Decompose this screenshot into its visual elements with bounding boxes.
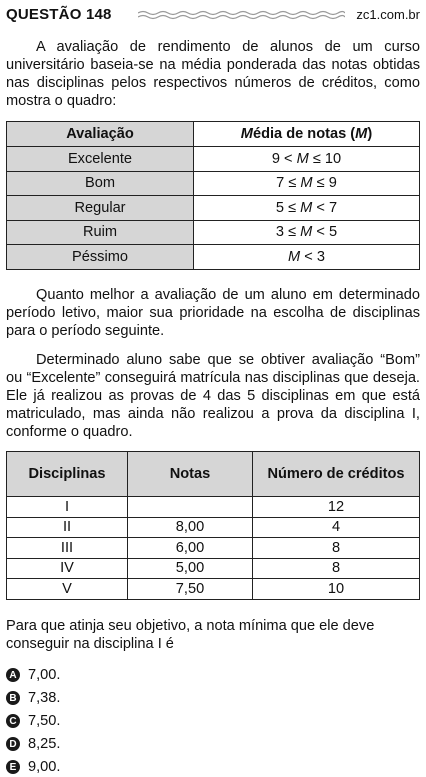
subjects-table	[6, 451, 420, 600]
table-cell: 3 ≤ M < 5	[194, 220, 420, 245]
table-header-row	[7, 452, 420, 497]
option-letter-badge: B	[6, 691, 20, 705]
option-letter-badge: A	[6, 668, 20, 682]
table-cell: M < 3	[194, 245, 420, 270]
option-c[interactable]	[6, 712, 60, 730]
table-cell: 8	[253, 558, 420, 579]
decorative-wave	[138, 10, 345, 20]
option-letter-badge: E	[6, 760, 20, 774]
option-b[interactable]	[6, 689, 60, 707]
table-cell: V	[7, 579, 128, 600]
option-letter-badge: C	[6, 714, 20, 728]
option-a[interactable]	[6, 666, 60, 684]
option-letter-badge: D	[6, 737, 20, 751]
column-header: Avaliação	[7, 122, 194, 147]
question-text: Para que atinja seu objetivo, a nota mínima que ele deve conseguir na disciplina I é	[6, 618, 375, 652]
column-header: Notas	[128, 452, 253, 497]
table-row	[7, 538, 420, 559]
table-cell: 8,00	[128, 517, 253, 538]
table-header-row	[7, 122, 420, 147]
table-row	[7, 497, 420, 518]
column-header: Número de créditos	[253, 452, 420, 497]
table-cell: 8	[253, 538, 420, 559]
table-row	[7, 147, 420, 172]
option-text: 7,00.	[28, 667, 61, 683]
paragraph-priority: Quanto melhor a avaliação de um aluno em determinado período letivo, maior sua prioridade na escolha de disciplinas para o período seguinte.	[6, 287, 420, 339]
table-cell: 4	[253, 517, 420, 538]
table-row	[7, 517, 420, 538]
grades-table	[6, 121, 420, 270]
option-text: 7,38.	[28, 690, 61, 706]
table-row	[7, 579, 420, 600]
question-header	[6, 4, 420, 26]
question-number: QUESTÃO 148	[6, 6, 112, 23]
table-cell: 6,00	[128, 538, 253, 559]
option-e[interactable]	[6, 758, 60, 776]
table-cell: Excelente	[7, 147, 194, 172]
paragraph-student: Determinado aluno sabe que se obtiver avaliação “Bom” ou “Excelente” conseguirá matrícula nas disciplinas que deseja. Ele já realizou as provas de 4 das 5 disciplinas em que está matriculado, mas ainda não realizou a prova da disciplina I, conforme o quadro.	[6, 352, 420, 440]
option-text: 9,00.	[28, 759, 61, 775]
table-row	[7, 245, 420, 270]
option-text: 7,50.	[28, 713, 61, 729]
table-cell: Regular	[7, 196, 194, 221]
site-url: zc1.com.br	[356, 7, 420, 22]
option-d[interactable]	[6, 735, 60, 753]
table-cell: 10	[253, 579, 420, 600]
table-row	[7, 196, 420, 221]
table-cell: Bom	[7, 171, 194, 196]
table-cell	[128, 497, 253, 518]
column-header: Média de notas (M)	[194, 122, 420, 147]
table-cell: 7,50	[128, 579, 253, 600]
table-cell: IV	[7, 558, 128, 579]
intro-paragraph: A avaliação de rendimento de alunos de um curso universitário baseia-se na média ponderada das notas obtidas nas disciplinas pelos respectivos números de créditos, como mostra o quadro:	[6, 39, 420, 109]
table-cell: 9 < M ≤ 10	[194, 147, 420, 172]
table-row	[7, 171, 420, 196]
table-cell: III	[7, 538, 128, 559]
table-cell: Ruim	[7, 220, 194, 245]
table-row	[7, 558, 420, 579]
table-row	[7, 220, 420, 245]
table-cell: 7 ≤ M ≤ 9	[194, 171, 420, 196]
table-cell: Péssimo	[7, 245, 194, 270]
table-cell: 5 ≤ M < 7	[194, 196, 420, 221]
column-header: Disciplinas	[7, 452, 128, 497]
table-cell: I	[7, 497, 128, 518]
table-cell: 12	[253, 497, 420, 518]
option-text: 8,25.	[28, 736, 61, 752]
table-cell: 5,00	[128, 558, 253, 579]
table-cell: II	[7, 517, 128, 538]
